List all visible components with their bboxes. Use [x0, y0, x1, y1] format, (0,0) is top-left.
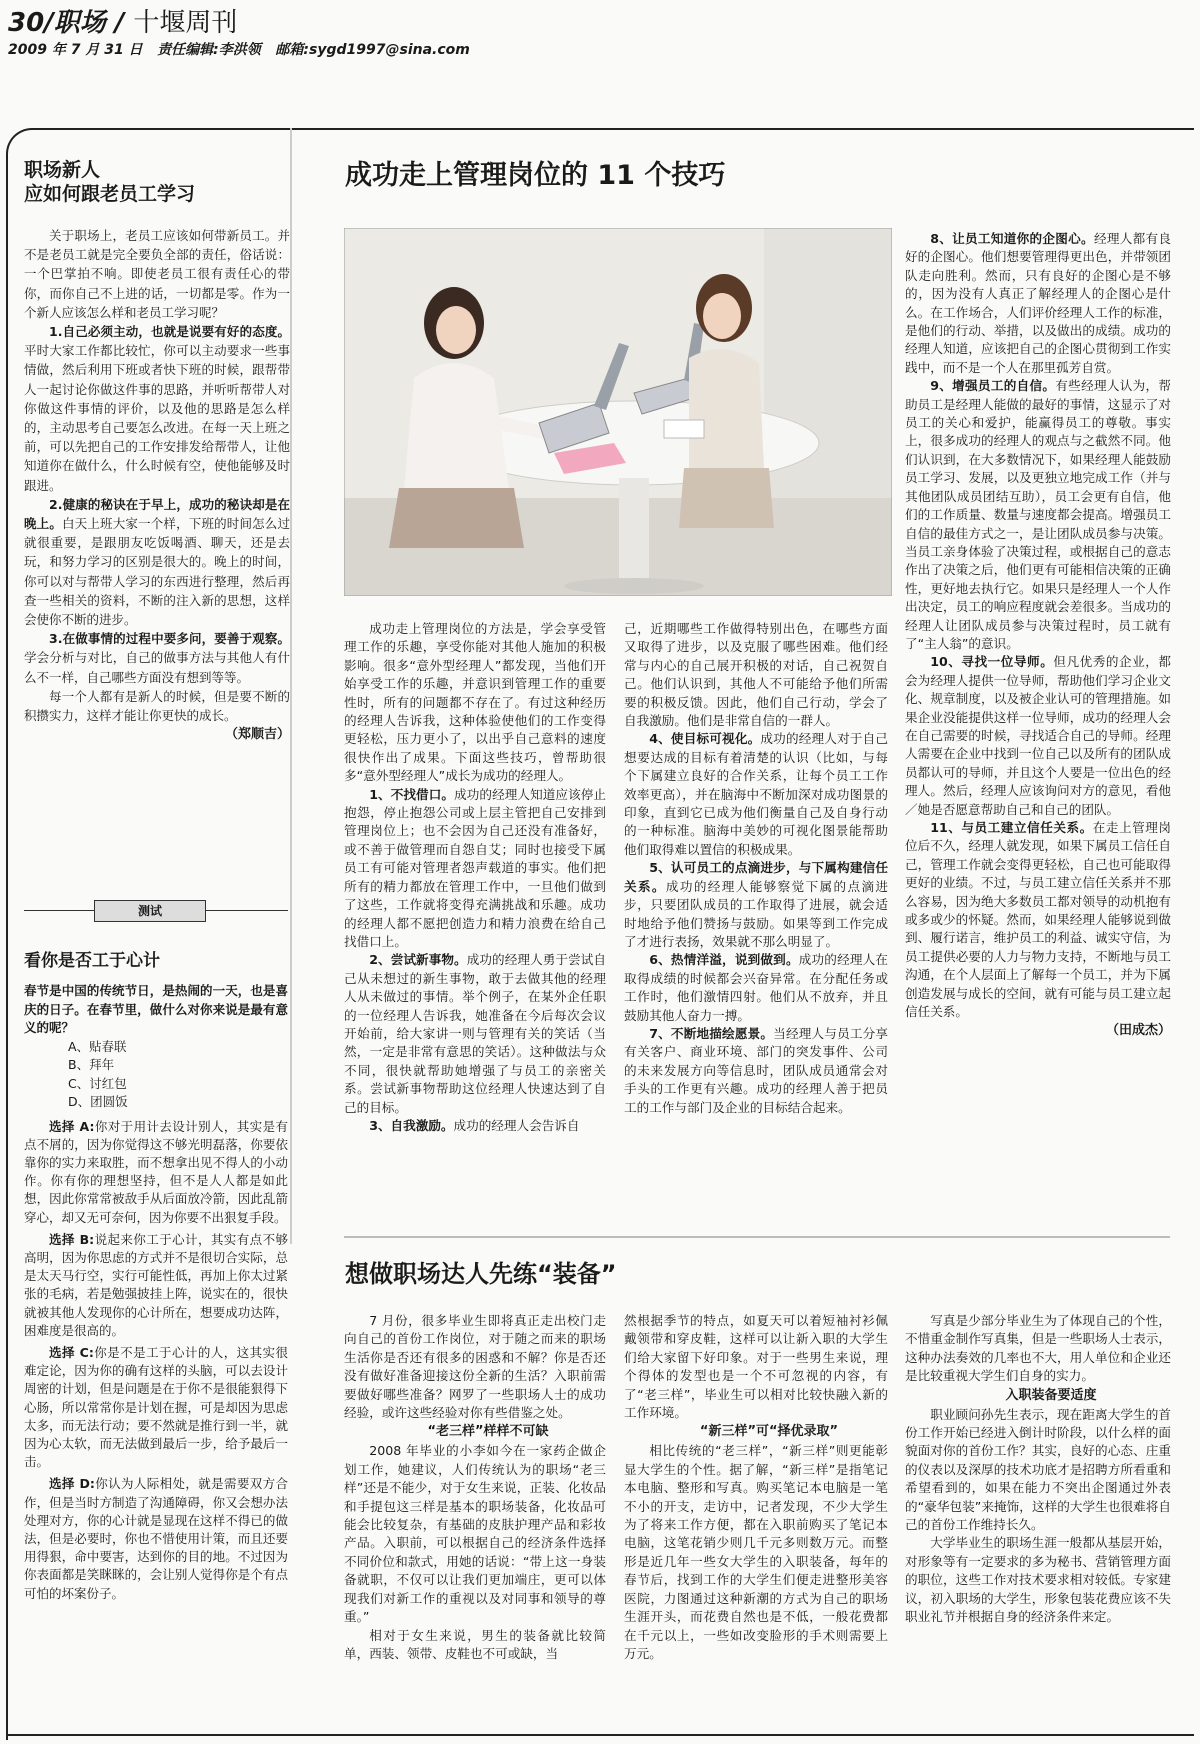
quiz-options: [68, 1038, 288, 1112]
quiz-option-d: D、团圆饭: [68, 1094, 128, 1109]
main-point-text: 当经理人与员工分享有关客户、商业环境、部门的突发事件、公司的未来发展方向等信息时，团队成员通常会对手头的工作更有兴趣。成功的经理人善于把员工的工作与部门及企业的目标结合起来。: [624, 1025, 889, 1115]
main-paragraph: [344, 951, 606, 1117]
main-point-heading: 11、与员工建立信任关系。: [930, 820, 1093, 835]
quiz-answer-head: 选择 C:: [49, 1344, 94, 1360]
main-paragraph: [624, 859, 888, 951]
quiz-answer-c: [24, 1344, 288, 1471]
bottom-paragraph: 相比传统的“老三样”，“新三样”则更能彰显大学生的个性。据了解，“新三样”是指笔记本电脑、整形和写真。购买笔记本电脑是一笔不小的开支，走访中，记者发现，不少大学生为了将来工作方便，都在入职前购买了笔记本电脑，这笔花销少则几千元多则数万元。而整形是近几年一些女大学生的入职装备，每年的春节后，找到工作的大学生们便走进整形美容医院，力图通过这种新潮的方式为自己的职场生涯开头，而花费自然也是不低，一般花费都在千元以上，一些如改变脸形的手术则需要上万元。: [624, 1443, 888, 1661]
bottom-article-title: 想做职场达人先练“装备”: [345, 1260, 617, 1288]
left-paragraph: [24, 629, 290, 687]
quiz-article: [24, 950, 288, 1607]
main-point-heading-text: 与员工建立信任关系。: [961, 820, 1093, 835]
quiz-answer-text: 说起来你工于心计，其实有点不够高明，因为你思虑的方式并不是很切合实际，总是太天马行空，实行可能性低，再加上你太过紧张的毛病，若是勉强披挂上阵，说实在的，很快就被其他人发现你的心计所在，想要成功达阵，困难度是很高的。: [24, 1231, 288, 1338]
bottom-paragraph: 相对于女生来说，男生的装备就比较简单，西装、领带、皮鞋也不可或缺，当: [344, 1627, 606, 1661]
main-point-text: 成功的经理人对于自己想要达成的目标有着清楚的认识（比如，与每个下属建立良好的合作关系，让每个员工工作效率更高），并在脑海中不断加深对成功图景的印象，直到它已成为他们衡量自己及自身行动的一种标准。脑海中美妙的可视化图景能帮助他们取得难以置信的积极成果。: [624, 731, 889, 857]
main-paragraph: [624, 951, 888, 1025]
main-point-heading: 9、增强员工的自信。: [930, 378, 1056, 394]
main-point-heading-text: 增强员工的自信。: [952, 378, 1056, 394]
bottom-subheading: “老三样”样样不可缺: [427, 1424, 549, 1440]
main-point-text: 成功的经理人知道应该停止抱怨，停止抱怨公司或上层主管把自己安排到管理岗位上；也不会因为自己还没有准备好，或不善于做管理而自怨自艾；同时也接受下属员工有可能对管理者怨声载道的事实。他们把所有的精力都放在管理工作中，一旦他们做到了这些，工作就将变得充满挑战和乐趣。成功的经理人都不愿把创造力和精力浪费在给自己找借口上。: [344, 786, 607, 949]
quiz-answer-head: 选择 D:: [49, 1476, 95, 1492]
main-point-text: 经理人都有良好的企图心。他们想要管理得更出色，并带领团队走向胜利。然而，只有良好的企图心是不够的，因为没有人真正了解经理人的企图心是什么。在工作场合，人们评价经理人工作的标准，是他们的行动、举措，以及做出的成绩。成功的经理人知道，应该把自己的企图心贯彻到工作实践中，而不是一个人在那里孤芳自赏。: [905, 231, 1172, 375]
main-point-heading: 5、认可员工的点滴进步，与下属构建信任关系。: [624, 860, 889, 894]
page-number: 30/: [8, 8, 54, 38]
office-photo-illustration: [344, 228, 892, 596]
quiz-answer-head: 选择 B:: [49, 1231, 95, 1247]
main-column-3: [905, 230, 1171, 1041]
left-article-title-line1: 职场新人: [24, 159, 101, 181]
quiz-option-c: C、讨红包: [68, 1075, 127, 1091]
main-column-1: [344, 620, 606, 1135]
main-point-heading-text: 认可员工的点滴进步，与下属构建信任关系。: [624, 860, 889, 894]
publication-name: 十堰周刊: [133, 8, 238, 38]
main-point-heading-text: 不断地描绘愿景。: [670, 1025, 774, 1041]
bottom-paragraph: 职业顾问孙先生表示，现在距离大学生的首份工作开始已经进入倒计时阶段，以什么样的面貌面对你的首份工作？其实，良好的心态、庄重的仪表以及深厚的技术功底才是招聘方所看重和希望看到的，如果在能力不突出企图通过外表的“豪华包装”来掩饰，这样的大学生也很难将自己的首份工作维持长久。: [905, 1406, 1171, 1533]
main-point-heading: 8、让员工知道你的企图心。: [930, 231, 1094, 246]
quiz-answer-head: 选择 A:: [49, 1118, 95, 1134]
bottom-paragraph: 然根据季节的特点，如夏天可以着短袖衬衫佩戴领带和穿皮鞋，这样可以让新入职的大学生们给大家留下好印象。对于一些男生来说，理个得体的发型也是一个不可忽视的内容，有了“老三样”，毕业生可以相对比较快融入新的工作环境。: [624, 1313, 888, 1421]
quiz-option-a: A、贴春联: [68, 1038, 127, 1054]
left-article-title-line2: 应如何跟老员工学习: [24, 183, 196, 205]
left-paragraph: 每一个人都有是新人的时候，但是要不断的积攒实力，这样才能让你更快的成长。: [24, 688, 290, 724]
main-paragraph: [905, 653, 1171, 819]
masthead-title: [8, 6, 708, 40]
quiz-intro: 春节是中国的传统节日，是热闹的一天，也是喜庆的日子。在春节里，做什么对你来说是最有意义的呢？: [24, 983, 288, 1035]
main-paragraph: [624, 730, 888, 859]
bottom-paragraph: 大学毕业生的职场生涯一般都从基层开始，对形象等有一定要求的多为秘书、营销管理方面的职位，这些工作对技术要求相对较低。专家建议，初入职场的大学生，形象包装花费应该不失职业礼节并根据自身的经济条件来定。: [905, 1535, 1171, 1625]
masthead-info: [8, 40, 708, 60]
left-paragraph: [24, 495, 290, 629]
left-point-heading: 1.自己必须主动，也就是说要有好的态度。: [49, 324, 290, 340]
main-article-title: 成功走上管理岗位的 11 个技巧: [345, 160, 726, 191]
quiz-answer-text: 你是不是工于心计的人，这其实很难定论，因为你的确有这样的头脑，可以去设计周密的计划，但是问题是在于你不是很能狠得下心肠，所以常常你是计划在握，可是却因为思虑太多，而无法行动；要不然就是推行到一半，就因为心太软，而无法做到最后一步，给予最后一击。: [24, 1344, 288, 1470]
bottom-subheading: 入职装备要适度: [1005, 1387, 1097, 1403]
left-point-heading: 3.在做事情的过程中要多问，要善于观察。: [49, 631, 290, 647]
left-point-text: 白天上班大家一个样，下班的时间怎么过就很重要，是跟朋友吃饭喝酒、聊天，还是去玩，和努力学习的区别是很大的。晚上的时间，你可以对与帮带人学习的东西进行整理，然后再查一些相关的资料，不断的注入新的思想，这样会使你不断的进步。: [24, 516, 290, 628]
main-point-text: 有些经理人认为，帮助员工是经理人能做的最好的事情，这显示了对员工的关心和爱护，能赢得员工的尊敬。事实上，很多成功的经理人的观点与之截然不同。他们认识到，在大多数情况下，如果经理人能鼓励员工学习、发展，以及更独立地完成工作（并与其他团队成员团结互助），员工会更有自信，他们的工作质量、数量与速度都会提高。增强员工自信的最佳方式之一，是让团队成员参与决策。当员工亲身体验了决策过程，或根据自己的意志作出了决策之后，他们更有可能相信决策的正确性，更好地去执行它。如果只是经理人一个人作出决定，员工的响应程度就会差很多。当成功的经理人让团队成员参与决策过程时，员工就有了“主人翁”的意识。: [905, 378, 1172, 651]
main-point-heading-text: 使目标可视化。: [670, 731, 761, 747]
masthead: [8, 6, 708, 66]
bottom-paragraph: 2008 年毕业的小李如今在一家药企做企划工作，她建议，人们传统认为的职场“老三样”还是不能少，对于女生来说，正装、化妆品和手提包这三样是基本的职场装备，化妆品可能会比较复杂，有基础的皮肤护理产品和彩妆产品。入职前，可以根据自己的经济条件选择不同价位和款式，用她的话说：“带上这一身装备就职，不仅可以让我们更加端庄，更可以体现我们对新工作的重视以及对同事和领导的尊重。”: [344, 1443, 606, 1625]
main-point-heading: 6、热情洋溢，说到做到。: [649, 952, 799, 968]
main-point-heading-text: 不找借口。: [390, 786, 455, 802]
left-article-body: [24, 226, 290, 725]
column-divider: [290, 128, 292, 1244]
main-paragraph: [344, 1117, 606, 1135]
main-point-heading: 1、不找借口。: [369, 786, 455, 802]
main-paragraph: [905, 377, 1171, 653]
main-point-text: 但凡优秀的企业，都会为经理人提供一位导师，帮助他们学习企业文化、规章制度，以及被企业认可的管理措施。如果企业没能提供这样一位导师，成功的经理人会在自己需要的时候，寻找适合自己的导师。经理人需要在企业中找到一位自己以及所有的团队成员都认可的导师，并且这个人要是一位出色的经理人。然后，经理人应该询问对方的意见，看他／她是否愿意帮助自己和自己的团队。: [905, 654, 1172, 817]
main-paragraph: [624, 1025, 888, 1117]
main-point-heading-text: 让员工知道你的企图心。: [952, 231, 1094, 246]
bottom-subheading: “新三样”可“择优录取”: [699, 1424, 839, 1440]
quiz-answer-d: [24, 1475, 288, 1602]
main-point-heading: 10、寻找一位导师。: [930, 654, 1054, 670]
left-point-heading: 2.健康的秘诀在于早上，成功的秘诀却是在晚上。: [24, 496, 290, 532]
main-point-heading-text: 自我激励。: [390, 1117, 454, 1133]
main-point-heading: 7、不断地描绘愿景。: [649, 1025, 774, 1041]
bottom-column-3: [905, 1312, 1171, 1627]
quiz-answer-text: 你认为人际相处，就是需要双方合作，但是当时方制造了沟通障碍，你又会想办法处理对方，你的心计就是显现在这样不得已的做法，但是必要时，你也不惜使用计策，而且还要用得狠，命中要害，达到你的目的地。不过因为你表面都是笑眯眯的，会让别人觉得你是个有点可怕的坏案份子。: [24, 1476, 288, 1601]
quiz-answer-b: [24, 1231, 288, 1340]
left-byline: （郑顺吉）: [224, 727, 290, 743]
main-point-text: 成功的经理人勇于尝试自己从未想过的新生事物，敢于去做其他的经理人从未做过的事情。举个例子，在某外企任职的一位经理人告诉我，她准备在今后每次会议开始前，给大家讲一则与管理有关的笑话（当然，一定是非常有意思的笑话）。这种做法与众不同，很快就帮助她增强了与员工的亲密关系。尝试新事物帮助这位经理人快速达到了自己的目标。: [344, 952, 607, 1115]
office-photo: [344, 228, 892, 596]
page-frame-bottom: [6, 1734, 1194, 1736]
bottom-column-1: [344, 1312, 606, 1663]
main-point-heading-text: 尝试新事物。: [390, 952, 467, 968]
main-point-heading-text: 热情洋溢，说到做到。: [670, 952, 799, 968]
main-point-heading: 4、使目标可视化。: [649, 731, 761, 747]
section-name: 职场: [53, 8, 106, 38]
test-section-label: [24, 900, 288, 922]
left-point-text: 学会分析与对比，自己的做事方法与其他人有什么不一样，自己哪些方面没有想到等等。: [24, 650, 290, 685]
main-point-text: 成功的经理人在取得成绩的时候都会兴奋异常。在分配任务或工作时，他们激情四射。他们从不放弃，并且鼓励其他人奋力一搏。: [624, 952, 889, 1023]
main-paragraph: [344, 786, 606, 952]
bottom-paragraph: 7 月份，很多毕业生即将真正走出校门走向自己的首份工作岗位，对于随之而来的职场生活你是否还有很多的困惑和不解？你是否还没有做好准备迎接这份全新的生活？入职前需要做好哪些准备？网罗了一些职场人士的成功经验，或许这些经验对你有些借鉴之处。: [344, 1313, 606, 1421]
main-point-heading: 2、尝试新事物。: [369, 952, 467, 968]
quiz-answer-a: [24, 1118, 288, 1227]
quiz-answers: [24, 1118, 288, 1603]
main-paragraph: 成功走上管理岗位的方法是，学会享受管理工作的乐趣，享受你能对其他人施加的积极影响。很多“意外型经理人”都发现，当他们开始享受工作的乐趣，并意识到管理工作的重要性时，所有的问题都不存在了。有过这种经历的经理人告诉我，这种体验使他们的工作变得更轻松，压力更小了，以出乎自己意料的速度很快作出了成果。下面这些技巧，曾帮助很多“意外型经理人”成长为成功的经理人。: [344, 621, 606, 784]
main-point-text: 成功的经理人会告诉自: [453, 1117, 580, 1133]
editor-credit: 责任编辑:李洪领: [157, 42, 261, 58]
main-paragraph: [905, 819, 1171, 1021]
left-paragraph: 关于职场上，老员工应该如何带新员工。并不是老员工就是完全要负全部的责任，俗话说：一个巴掌拍不响。即使老员工很有责任心的带你，而你自己不上进的话，一切都是零。作为一个新人应该怎么样和老员工学习呢？: [24, 228, 290, 320]
main-point-heading: 3、自我激励。: [369, 1117, 454, 1133]
main-point-heading-text: 寻找一位导师。: [961, 654, 1054, 670]
editor-email: 邮箱:sygd1997@sina.com: [275, 42, 470, 58]
main-byline: （田成杰）: [1105, 1023, 1171, 1039]
main-paragraph: [905, 230, 1171, 377]
quiz-title: 看你是否工于心计: [24, 951, 160, 971]
main-point-text: 在走上管理岗位后不久，经理人就发现，如果下属员工信任自己，管理工作就会变得更轻松，自己也可能取得更好的业绩。不过，与员工建立信任关系并不那么容易，因为绝大多数员工都对领导的动机抱有或多或少的怀疑。然而，如果经理人能够说到做到、履行诺言，维护员工的利益、诚实守信，为员工提供必要的人力与物力支持，不断地与员工沟通，在个人层面上了解每一个员工，并为下属创造发展与成长的空间，就有可能与员工建立起信任关系。: [905, 820, 1171, 1020]
quiz-answer-text: 你对于用计去设计别人，其实是有点不屑的，因为你觉得这不够光明磊落，你要依靠你的实力来取胜，而不想拿出见不得人的小动作。你有你的理想坚持，但不是人人都是如此想，因此你常常被敌手从后面放冷箭，因此乱箭穿心，却又无可奈何，因为你要不出狠复手段。: [24, 1118, 288, 1225]
bottom-paragraph: 写真是少部分毕业生为了体现自己的个性，不惜重金制作写真集，但是一些职场人士表示，这种办法奏效的几率也不大，用人单位和企业还是比较重视大学生们自身的实力。: [905, 1313, 1171, 1384]
masthead-separator: /: [114, 8, 125, 38]
left-paragraph: [24, 322, 290, 495]
bottom-column-2: [624, 1312, 888, 1663]
left-point-text: 平时大家工作都比较忙，你可以主动要求一些事情做，然后利用下班或者快下班的时候，跟帮带人一起讨论你做这件事的思路，并听听帮带人对你做这件事情的评价，以及他的思路是怎么样的，主动思考自己要怎么改进。在每一天上班之前，可以先把自己的工作安排发给帮带人，让他知道你在做什么，什么时候有空，使他能够及时跟进。: [24, 343, 290, 493]
section-divider: [344, 1236, 1170, 1238]
main-column-2: [624, 620, 888, 1117]
main-paragraph: 己，近期哪些工作做得特别出色，在哪些方面又取得了进步，以及克服了哪些困难。他们经常与内心的自己展开积极的对话，自己祝贺自己。他们认识到，其他人不可能给予他们所需要的积极反馈。因此，他们自己行动，学会了自我激励。他们是非常自信的一群人。: [624, 621, 888, 729]
issue-date: 2009 年 7 月 31 日: [8, 42, 143, 58]
main-point-text: 成功的经理人能够察觉下属的点滴进步，只要团队成员的工作取得了进展，就会适时地给予他们赞扬与鼓励。如果等到工作完成了才进行表扬，效果就不那么明显了。: [624, 878, 889, 949]
quiz-option-b: B、拜年: [68, 1057, 115, 1072]
left-article: [24, 158, 290, 745]
test-label: 测试: [94, 900, 206, 922]
